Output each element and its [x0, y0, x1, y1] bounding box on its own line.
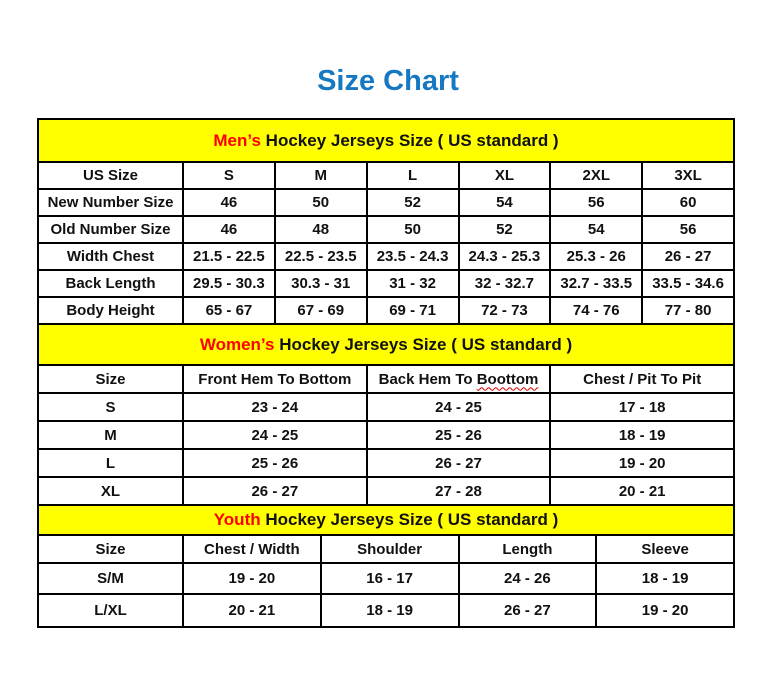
row-label: L — [39, 450, 182, 476]
womens-heading-rest: Hockey Jerseys Size ( US standard ) — [279, 335, 573, 354]
size-value-cell: 16 - 17 — [322, 564, 458, 593]
mens-heading-highlight: Men’s — [213, 131, 261, 150]
mens-table — [39, 163, 733, 323]
womens-heading-highlight: Women’s — [199, 335, 275, 354]
size-value-cell: 67 - 69 — [276, 298, 366, 323]
size-value-cell: 26 - 27 — [184, 478, 366, 504]
row-label: S — [39, 394, 182, 420]
size-value-cell: 19 - 20 — [597, 595, 733, 626]
column-header: US Size — [39, 163, 182, 188]
size-value-cell: 33.5 - 34.6 — [643, 271, 733, 296]
youth-heading-highlight: Youth — [213, 510, 261, 529]
size-value-cell: 52 — [460, 217, 550, 242]
size-value-cell: 60 — [643, 190, 733, 215]
row-label: M — [39, 422, 182, 448]
row-label: Old Number Size — [39, 217, 182, 242]
size-value-cell: 26 - 27 — [460, 595, 596, 626]
size-value-cell: 69 - 71 — [368, 298, 458, 323]
size-value-cell: 17 - 18 — [551, 394, 733, 420]
column-header: Length — [460, 536, 596, 562]
size-value-cell: 26 - 27 — [368, 450, 550, 476]
size-value-cell: 50 — [368, 217, 458, 242]
size-value-cell: 74 - 76 — [551, 298, 641, 323]
mens-heading-rest: Hockey Jerseys Size ( US standard ) — [265, 131, 559, 150]
size-value-cell: 65 - 67 — [184, 298, 274, 323]
size-value-cell: 46 — [184, 190, 274, 215]
size-value-cell: 18 - 19 — [597, 564, 733, 593]
size-value-cell: 32 - 32.7 — [460, 271, 550, 296]
size-value-cell: 77 - 80 — [643, 298, 733, 323]
size-value-cell: 23 - 24 — [184, 394, 366, 420]
youth-heading-rest: Hockey Jerseys Size ( US standard ) — [265, 510, 559, 529]
size-value-cell: 54 — [551, 217, 641, 242]
row-label: L/XL — [39, 595, 182, 626]
size-value-cell: 23.5 - 24.3 — [368, 244, 458, 269]
size-value-cell: 24 - 26 — [460, 564, 596, 593]
size-chart-sheet — [37, 118, 735, 628]
size-value-cell: 72 - 73 — [460, 298, 550, 323]
row-label: Back Length — [39, 271, 182, 296]
size-value-cell: 52 — [368, 190, 458, 215]
column-header: 3XL — [643, 163, 733, 188]
size-value-cell: 32.7 - 33.5 — [551, 271, 641, 296]
column-header: Size — [39, 366, 182, 392]
youth-table — [39, 536, 733, 626]
column-header: Shoulder — [322, 536, 458, 562]
row-label: XL — [39, 478, 182, 504]
size-value-cell: 20 - 21 — [551, 478, 733, 504]
column-header: Chest / Pit To Pit — [551, 366, 733, 392]
column-header: XL — [460, 163, 550, 188]
size-value-cell: 25 - 26 — [368, 422, 550, 448]
size-value-cell: 25 - 26 — [184, 450, 366, 476]
column-header: Front Hem To Bottom — [184, 366, 366, 392]
column-header: Size — [39, 536, 182, 562]
column-header: 2XL — [551, 163, 641, 188]
size-value-cell: 24 - 25 — [368, 394, 550, 420]
size-value-cell: 29.5 - 30.3 — [184, 271, 274, 296]
size-value-cell: 30.3 - 31 — [276, 271, 366, 296]
row-label: S/M — [39, 564, 182, 593]
size-value-cell: 24.3 - 25.3 — [460, 244, 550, 269]
column-header: Sleeve — [597, 536, 733, 562]
size-value-cell: 54 — [460, 190, 550, 215]
column-header: S — [184, 163, 274, 188]
column-header: L — [368, 163, 458, 188]
size-value-cell: 22.5 - 23.5 — [276, 244, 366, 269]
size-value-cell: 50 — [276, 190, 366, 215]
row-label: Body Height — [39, 298, 182, 323]
size-value-cell: 26 - 27 — [643, 244, 733, 269]
size-value-cell: 48 — [276, 217, 366, 242]
row-label: New Number Size — [39, 190, 182, 215]
column-header-text: Back Hem To Boottom — [378, 370, 539, 388]
womens-section-heading — [39, 325, 733, 364]
size-value-cell: 56 — [643, 217, 733, 242]
size-value-cell: 20 - 21 — [184, 595, 320, 626]
page-title: Size Chart — [317, 65, 459, 97]
size-value-cell: 25.3 - 26 — [551, 244, 641, 269]
size-value-cell: 18 - 19 — [551, 422, 733, 448]
row-label: Width Chest — [39, 244, 182, 269]
youth-section-heading — [39, 506, 733, 534]
womens-table — [39, 366, 733, 504]
size-value-cell: 18 - 19 — [322, 595, 458, 626]
size-value-cell: 56 — [551, 190, 641, 215]
size-value-cell: 46 — [184, 217, 274, 242]
size-value-cell: 24 - 25 — [184, 422, 366, 448]
size-value-cell: 21.5 - 22.5 — [184, 244, 274, 269]
column-header-with-typo — [368, 366, 550, 392]
column-header: M — [276, 163, 366, 188]
misspelled-word: Boottom — [476, 370, 539, 388]
mens-section-heading — [39, 120, 733, 161]
column-header: Chest / Width — [184, 536, 320, 562]
size-value-cell: 19 - 20 — [551, 450, 733, 476]
size-value-cell: 19 - 20 — [184, 564, 320, 593]
size-value-cell: 27 - 28 — [368, 478, 550, 504]
size-value-cell: 31 - 32 — [368, 271, 458, 296]
